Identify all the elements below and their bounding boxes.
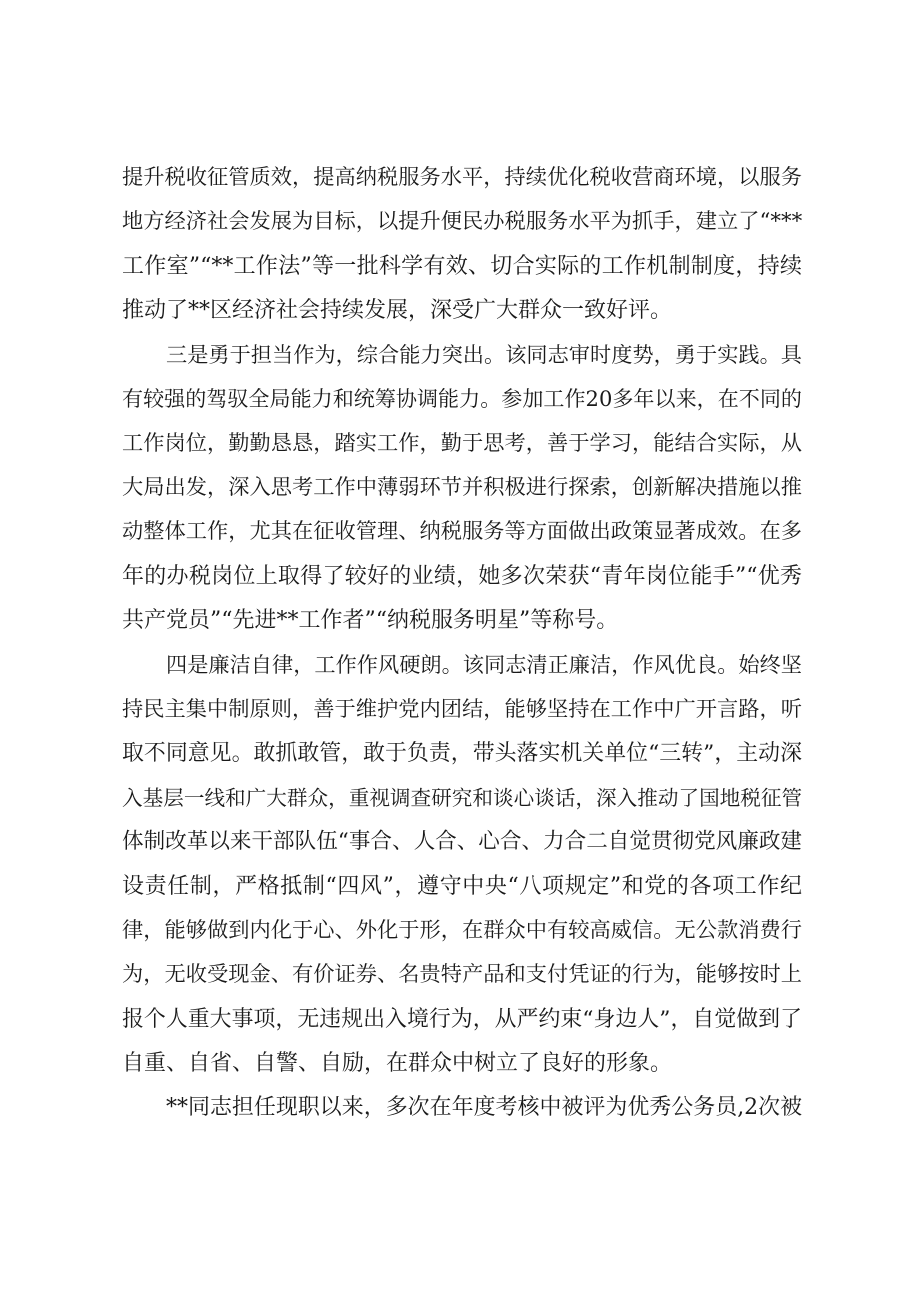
text-line: 地方经济社会发展为目标，以提升便民办税服务水平为抓手，建立了“***: [122, 209, 803, 235]
text-line: 设责任制，严格抵制“四风”，遵守中央“八项规定”和党的各项工作纪: [122, 873, 802, 899]
text-line: 取不同意见。敢抓敢管，敢于负责，带头落实机关单位“三转”，主动深: [122, 740, 802, 766]
text-line: 为，无收受现金、有价证券、名贵特产品和支付凭证的行为，能够按时上: [122, 962, 803, 988]
text-line: 大局出发，深入思考工作中薄弱环节并积极进行探索，创新解决措施以推: [122, 475, 803, 501]
text-line: 共产党员”“先进**工作者”“纳税服务明星”等称号。: [122, 607, 619, 633]
paragraph: [122, 1086, 802, 1130]
document-body: [122, 156, 802, 1131]
text-line: 推动了**区经济社会持续发展，深受广大群众一致好评。: [122, 297, 673, 323]
text-line: 报个人重大事项，无违规出入境行为，从严约束“身边人”，自觉做到了: [122, 1006, 802, 1032]
paragraph: [122, 156, 802, 333]
text-line: **同志担任现职以来，多次在年度考核中被评为优秀公务员,2次被: [166, 1095, 803, 1121]
text-line: 自重、自省、自警、自励，在群众中树立了良好的形象。: [122, 1050, 673, 1076]
paragraph: [122, 643, 802, 1086]
text-line: 动整体工作，尤其在征收管理、纳税服务等方面做出政策显著成效。在多: [122, 519, 803, 545]
text-line: 四是廉洁自律，工作作风硬朗。该同志清正廉洁，作风优良。始终坚: [166, 652, 802, 678]
text-line: 提升税收征管质效，提高纳税服务水平，持续优化税收营商环境，以服务: [122, 165, 803, 190]
text-line: 有较强的驾驭全局能力和统筹协调能力。参加工作20多年以来，在不同的: [122, 386, 802, 412]
text-line: 工作室”“**工作法”等一批科学有效、切合实际的工作机制制度，持续: [122, 253, 802, 279]
text-line: 入基层一线和广大群众，重视调查研究和谈心谈话，深入推动了国地税征管: [122, 786, 803, 811]
text-line: 工作岗位，勤勤恳恳，踏实工作，勤于思考，善于学习，能结合实际，从: [122, 430, 803, 456]
text-line: 律，能够做到内化于心、外化于形，在群众中有较高威信。无公款消费行: [122, 918, 803, 944]
text-line: 体制改革以来干部队伍“事合、人合、心合、力合二自觉贯彻党风廉政建: [122, 829, 802, 855]
text-line: 年的办税岗位上取得了较好的业绩，她多次荣获“青年岗位能手”“优秀: [122, 563, 802, 589]
paragraph: [122, 333, 802, 643]
text-line: 三是勇于担当作为，综合能力突出。该同志审时度势，勇于实践。具: [166, 342, 802, 368]
text-line: 持民主集中制原则，善于维护党内团结，能够坚持在工作中广开言路，听: [122, 696, 803, 722]
